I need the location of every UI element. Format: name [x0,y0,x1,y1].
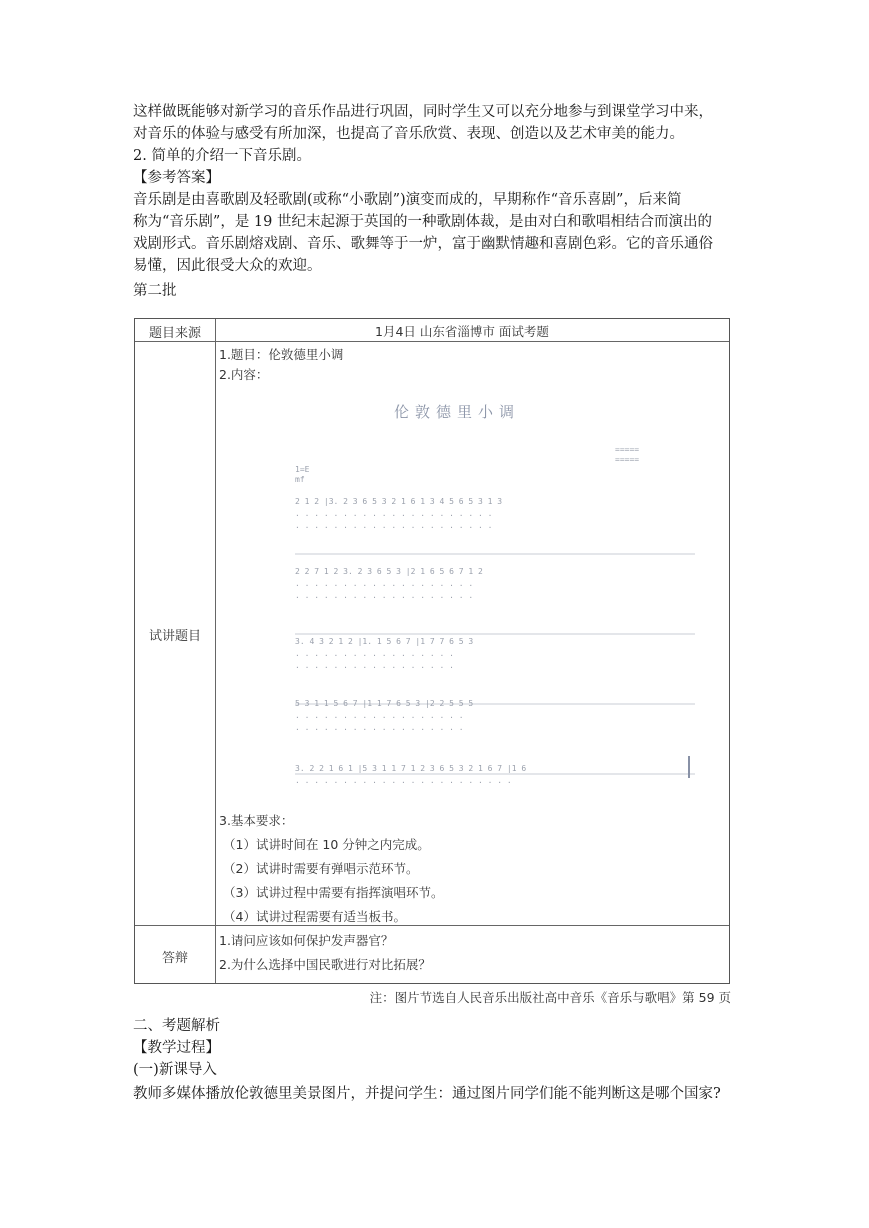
analysis-paragraph: 教师多媒体播放伦敦德里美景图片，并提问学生：通过图片同学们能不能判断这是哪个国家? [133,1086,721,1102]
defense-label: 答辩 [161,951,188,966]
score-title: 伦敦德里小调 [393,403,520,421]
svg-text:mf: mf [295,475,305,484]
source-label: 题目来源 [148,326,201,341]
defense-question-2: 2.为什么选择中国民歌进行对比拓展？ [219,957,431,972]
teaching-process-heading: 【教学过程】 [133,1040,220,1056]
requirement-2: （2）试讲时需要有弹唱示范环节。 [223,861,419,876]
intro-para-line-2: 对音乐的体验与感受有所加深，也提高了音乐欣赏、表现、创造以及艺术审美的能力。 [133,126,684,142]
svg-text:2 1 2 |3. 2 3 6 5 3 2 1 6: 2 1 2 |3. 2 3 6 5 3 2 1 6 1 3 4 5 6 5 3 1 3 [295,497,503,506]
source-value: 1月4日 山东省淄博市 面试考题 [375,324,549,339]
answer-line-2: 称为“音乐剧”，是 19 世纪末起源于英国的一种歌剧体裁，是由对白和歌唱相结合而演出的 [133,214,712,230]
svg-text:. . . . . . . . . . . .: . . . . . . . . . . . . . . . . . . . . . [295,509,493,518]
answer-line-1: 音乐剧是由喜歌剧及轻歌剧(或称“小歌剧”)演变而成的，早期称作“音乐喜剧”，后来简 [133,192,682,208]
topic-title: 1.题目：伦敦德里小调 [219,347,344,362]
requirements-heading: 3.基本要求： [219,813,294,828]
defense-question-1: 1.请问应该如何保护发声器官？ [219,933,394,948]
requirement-3: （3）试讲过程中需要有指挥演唱环节。 [223,885,444,900]
svg-text:3. 4 3 2 1 2 |1. 1 5 6 7: 3. 4 3 2 1 2 |1. 1 5 6 7 |1 7 7 6 5 3 [295,637,474,646]
svg-text:. . . . . . . . . . .: . . . . . . . . . . . . . . . . . [295,661,454,670]
requirement-1: （1）试讲时间在 10 分钟之内完成。 [223,837,430,852]
answer-line-4: 易懂，因此很受大众的欢迎。 [133,258,322,274]
svg-text:. . . . . . . . . . .: . . . . . . . . . . . . . . . . . . . [295,591,474,600]
intro-para-line-1: 这样做既能够对新学习的音乐作品进行巩固，同时学生又可以充分地参与到课堂学习中来， [133,104,713,120]
lecture-topic-label: 试讲题目 [148,629,201,644]
question-2: 2. 简单的介绍一下音乐剧。 [133,148,311,164]
requirement-4: （4）试讲过程需要有适当板书。 [223,909,406,924]
svg-text:2 2 7 1 2 3. 2 3 6 5 3: 2 2 7 1 2 3. 2 3 6 5 3 |2 1 6 5 6 7 1 2 [295,567,483,576]
svg-text:. . . . . . . . . . .: . . . . . . . . . . . . . . . . . [295,649,454,658]
sheet-music-image [285,394,705,794]
new-lesson-intro-heading: (一)新课导入 [133,1062,217,1078]
svg-text:. . . . . . . . . . . .: . . . . . . . . . . . . . . . . . . . . . [295,521,493,530]
reference-answer-heading: 【参考答案】 [133,170,220,186]
image-source-note: 注：图片节选自人民音乐出版社高中音乐《音乐与歌唱》第 59 页 [369,990,731,1005]
svg-text:1=E: 1=E [295,465,310,474]
exam-table [134,318,730,984]
content-label: 2.内容： [219,367,269,382]
analysis-heading: 二、考题解析 [133,1018,220,1034]
svg-text:. . . . . . . . . . . . .: . . . . . . . . . . . . . . . . . . . . . . . [295,776,512,785]
svg-text:. . . . . . . . . . .: . . . . . . . . . . . . . . . . . . [295,723,464,732]
svg-text:. . . . . . . . . . .: . . . . . . . . . . . . . . . . . . [295,711,464,720]
svg-text:3. 2 2 1 6 1 |5 3 1 1 7 1 2: 3. 2 2 1 6 1 |5 3 1 1 7 1 2 3 6 5 3 2 1 6 7 |1 6 [295,764,527,773]
answer-line-3: 戏剧形式。音乐剧熔戏剧、音乐、歌舞等于一炉，富于幽默情趣和喜剧色彩。它的音乐通俗 [133,236,713,252]
svg-text:=====: ===== [615,445,640,454]
svg-text:=====: ===== [615,455,640,464]
batch-heading: 第二批 [133,283,177,299]
svg-text:. . . . . . . . . . .: . . . . . . . . . . . . . . . . . . . [295,579,474,588]
svg-text:5 3 1 1 5 6 7 |1 1 7 6: 5 3 1 1 5 6 7 |1 1 7 6 5 3 |2 2 5 5 5 [295,699,474,708]
